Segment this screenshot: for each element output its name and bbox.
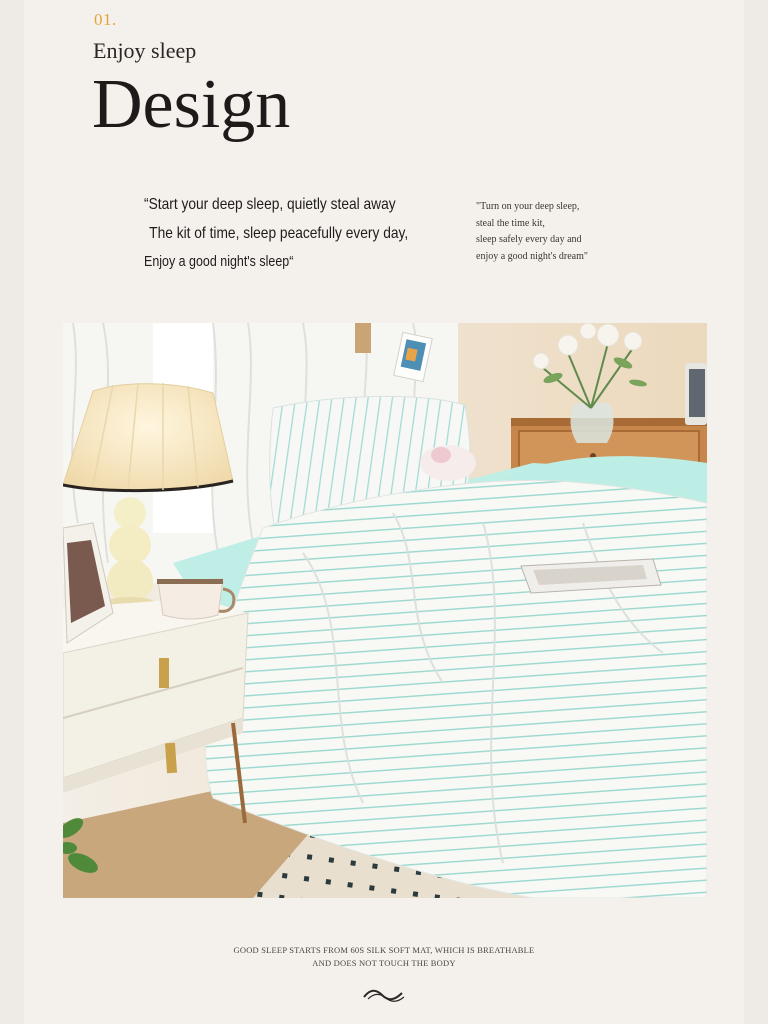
section-number: 01.: [94, 10, 117, 29]
footer-caption: [24, 944, 744, 970]
quote-small-line: sleep safely every day and: [476, 234, 582, 245]
quote-small-block: [476, 199, 588, 265]
footer-line: AND DOES NOT TOUCH THE BODY: [312, 958, 456, 968]
footer-line: GOOD SLEEP STARTS FROM 60S SILK SOFT MAT, WHICH IS BREATHABLE: [233, 945, 535, 955]
section-subtitle: Enjoy sleep: [93, 38, 197, 63]
quote-block: [144, 190, 408, 277]
quote-line: The kit of time, sleep peacefully every day,: [149, 225, 409, 242]
quote-line: “Start your deep sleep, quietly steal away: [144, 196, 396, 213]
quote-small-line: steal the time kit,: [476, 217, 545, 229]
bedroom-illustration: [63, 323, 707, 898]
quote-small-line: enjoy a good night's dream": [476, 250, 588, 262]
section-title: Design: [92, 66, 291, 143]
product-page: [24, 0, 744, 1024]
bedroom-photo: [63, 323, 707, 898]
quote-line: Enjoy a good night's sleep“: [144, 254, 294, 270]
quote-small-line: "Turn on your deep sleep,: [476, 201, 580, 212]
wave-divider-icon: [362, 985, 406, 1005]
